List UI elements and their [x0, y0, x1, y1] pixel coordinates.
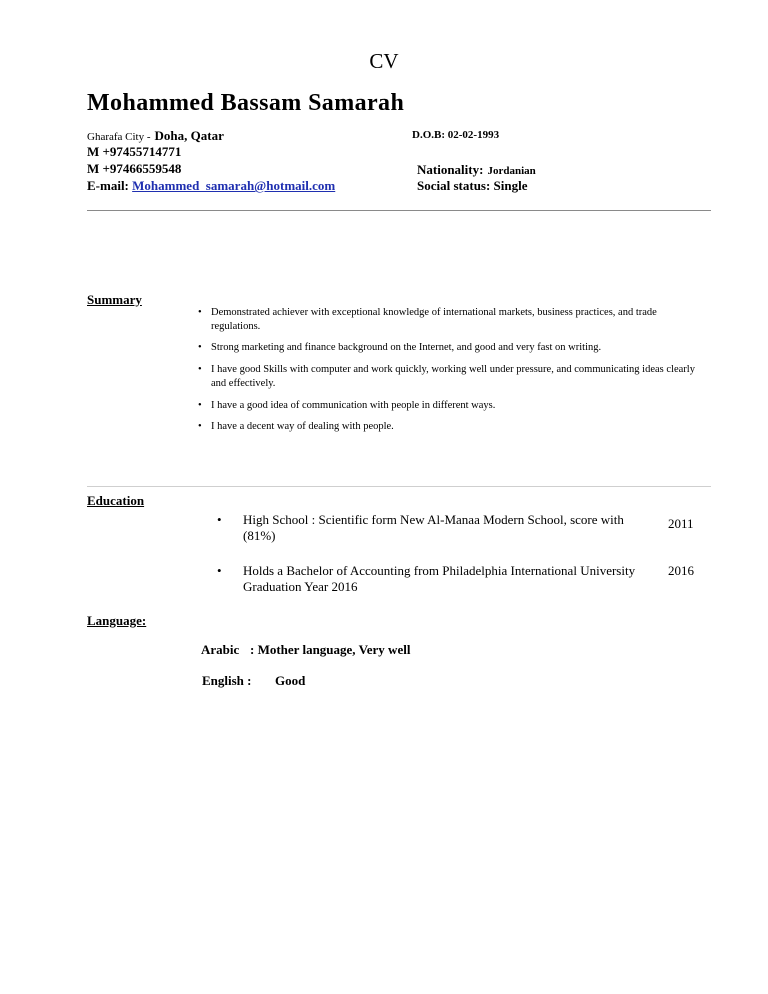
bullet-icon: •	[198, 307, 202, 318]
bullet-icon: •	[217, 512, 222, 527]
bullet-icon: •	[198, 400, 202, 411]
nationality-value: Jordanian	[487, 165, 536, 177]
city-label: Gharafa City -	[87, 131, 151, 143]
email-link[interactable]: Mohammed_samarah@hotmail.com	[132, 178, 336, 193]
email-label: E-mail:	[87, 178, 129, 193]
summary-item: • Strong marketing and finance background on the Internet, and good and very fast on writing.	[198, 342, 602, 353]
language-english-level: Good	[275, 673, 306, 688]
bullet-icon: •	[198, 364, 202, 375]
education-year: 2016	[668, 563, 694, 578]
phone-1: M +97455714771	[87, 144, 182, 159]
language-arabic-name: Arabic	[201, 642, 240, 657]
phone-2: M +97466559548	[87, 161, 182, 176]
social-status: Social status: Single	[417, 178, 528, 193]
city-value: Doha, Qatar	[154, 128, 224, 143]
education-item: • Holds a Bachelor of Accounting from Philadelphia International University Graduation Year 2016	[217, 563, 636, 594]
nationality-label: Nationality:	[417, 162, 484, 177]
header-divider	[87, 210, 711, 211]
education-heading: Education	[87, 493, 145, 508]
bullet-icon: •	[217, 563, 222, 578]
summary-heading: Summary	[87, 292, 142, 307]
bullet-icon: •	[198, 342, 202, 353]
bullet-icon: •	[198, 421, 202, 432]
language-heading: Language:	[87, 613, 147, 628]
education-year: 2011	[668, 516, 694, 531]
nationality-line	[417, 161, 536, 179]
location-line	[87, 127, 224, 145]
summary-item: • I have a good idea of communication with people in different ways.	[198, 400, 496, 411]
person-name: Mohammed Bassam Samarah	[87, 90, 405, 116]
language-english-name: English :	[202, 673, 252, 688]
education-item: • High School : Scientific form New Al-Manaa Modern School, score with (81%)	[217, 512, 624, 543]
date-of-birth: D.O.B: 02-02-1993	[412, 129, 500, 141]
summary-item: • I have good Skills with computer and work quickly, working well under pressure, and communicating ideas clearly and effectively.	[198, 364, 695, 389]
summary-item: • I have a decent way of dealing with people.	[198, 421, 394, 432]
email-line	[87, 178, 335, 194]
summary-item: • Demonstrated achiever with exceptional knowledge of international markets, business practices, and trade regulations.	[198, 307, 657, 332]
document-title: CV	[369, 49, 399, 73]
summary-divider	[87, 486, 711, 487]
language-arabic-level: : Mother language, Very well	[250, 642, 411, 657]
